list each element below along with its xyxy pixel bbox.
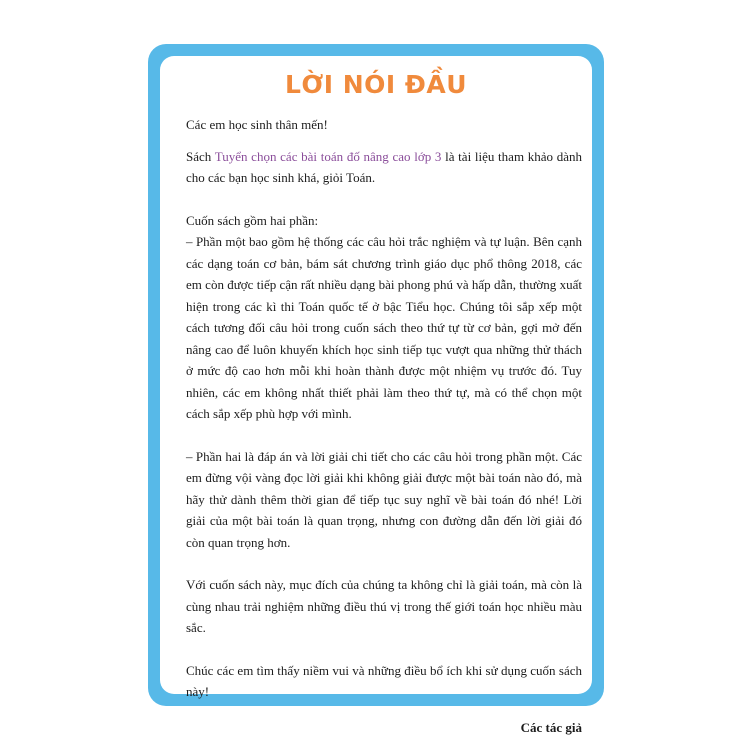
parts-intro: Cuốn sách gồm hai phần: <box>186 212 319 228</box>
preface-body <box>186 114 582 738</box>
book-title: Tuyển chọn các bài toán đố nâng cao lớp 3 <box>214 148 442 164</box>
intro-text-after: là tài liệu tham khảo dành cho các bạn học sinh khá, giỏi Toán. <box>186 148 582 185</box>
purpose-paragraph: Với cuốn sách này, mục đích của chúng ta không chỉ là giải toán, mà còn là cùng nhau trải nghiệm những điều thú vị trong thế giới toán học nhiều màu sắc. <box>186 577 582 635</box>
signature: Các tác giả <box>520 719 582 735</box>
wish-paragraph: Chúc các em tìm thấy niềm vui và những điều bổ ích khi sử dụng cuốn sách này! <box>186 662 582 699</box>
part-two-paragraph: – Phần hai là đáp án và lời giải chi tiết cho các câu hỏi trong phần một. Các em đừng vội vàng đọc lời giải khi không giải được một bài toán nào đó, mà hãy thử dành thêm thời gian để tiếp tục suy nghĩ về bài toán đó nhé! Lời giải của một bài toán là quan trọng, nhưng con đường dẫn đến lời giải đó còn quan trọng hơn. <box>186 448 582 550</box>
part-one-paragraph: – Phần một bao gồm hệ thống các câu hỏi trắc nghiệm và tự luận. Bên cạnh các dạng toán cơ bản, bám sát chương trình giáo dục phổ thông 2018, các em còn được tiếp cận rất nhiều dạng bài phong phú và hấp dẫn, thường xuất hiện trong các kì thi Toán quốc tế ở bậc Tiểu học. Chúng tôi sắp xếp một cách tương đối câu hỏi trong cuốn sách theo thứ tự từ cơ bản, gợi mở đến nâng cao để luôn khuyến khích học sinh tiếp tục vượt qua những thử thách ở mức độ cao hơn mỗi khi hoàn thành được một nhiệm vụ trước đó. Tuy nhiên, các em không nhất thiết phải làm theo thứ tự, mà có thể chọn một cách sắp xếp phù hợp với mình. <box>186 234 582 421</box>
page-title: LỜI NÓI ĐẦU <box>284 70 468 99</box>
intro-paragraph <box>186 146 582 189</box>
greeting: Các em học sinh thân mến! <box>186 117 328 132</box>
intro-text-before: Sách <box>186 148 215 164</box>
